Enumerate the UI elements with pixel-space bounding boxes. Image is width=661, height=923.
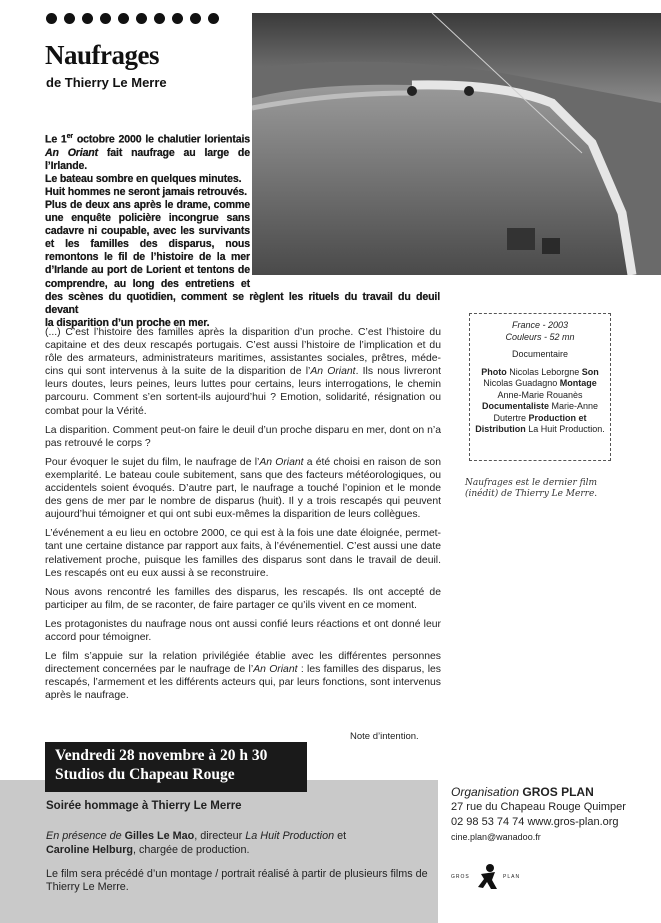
- film-genre: Documentaire: [511, 349, 569, 359]
- screening-banner: [45, 742, 307, 792]
- handwritten-caption: Naufrages est le dernier film (inédit) de Thierry Le Merre.: [465, 478, 598, 499]
- film-format: Couleurs - 52 mn: [505, 331, 575, 342]
- intro-line: comprendre, au long des entretiens et: [45, 277, 250, 290]
- organisation-label: Organisation: [451, 785, 520, 799]
- film-info-box: [469, 313, 611, 461]
- decorative-dot: [100, 13, 111, 24]
- decorative-dot: [190, 13, 201, 24]
- body-paragraph: (...) C’est l’histoire des familles après la disparition d’un proche. C’est l’histoire du capitaine et des deux rescapés portugais. C’est aussi l’histoire de l’implication et du rôle des armateurs, administrateurs maritimes, assistantes sociales, prêtres, méde-cins qui sont intervenus à la suite de la disparition de l’An Oriant. Ils nous livreront leurs doutes, leurs peines, leurs luttes pour certains, leurs interrogations, le chemin parcouru. Comment s’en sortent-ils aujourd’hui ? Emotion, solidarité, résignation ou combat pour la Vérité.: [45, 327, 441, 417]
- intro-line: d’Irlande au port de Lorient et tentons de: [45, 264, 250, 277]
- body-paragraph: La disparition. Comment peut-on faire le deuil d’un proche disparu en mer, dont on n’a pas retrouvé le corps ?: [45, 424, 441, 449]
- decorative-dot: [64, 13, 75, 24]
- montage-text: Le film sera précédé d’un montage / portrait réalisé à partir de plusieurs films de Thierry Le Merre.: [46, 868, 428, 893]
- decorative-dot: [154, 13, 165, 24]
- organisation-name: GROS PLAN: [522, 785, 594, 799]
- decorative-dot: [208, 13, 219, 24]
- decorative-dot: [46, 13, 57, 24]
- body-paragraph: Nous avons rencontré les familles des disparus, les rescapés. Ils ont accepté de participer au film, de se raconter, de faire partager ce qu’ils vivent en ce moment.: [45, 586, 441, 611]
- intro-line: An Oriant fait naufrage au large de: [45, 146, 250, 159]
- intro-synopsis: [45, 130, 440, 330]
- note-signature: Note d’intention.: [350, 731, 419, 742]
- intro-line: remontons le fil de l’histoire de la mer: [45, 251, 250, 264]
- intro-line: la disparition d’un proche en mer.: [45, 316, 210, 329]
- intro-line: Le bateau sombre en quelques minutes.: [45, 172, 242, 185]
- body-paragraph: Les protagonistes du naufrage nous ont aussi confié leurs réactions et ont donné leur accord pour témoigner.: [45, 618, 441, 643]
- organisation-block: [451, 785, 626, 845]
- body-paragraph: Le film s’appuie sur la relation privilégiée établie avec les différentes personnes directement concernées par le naufrage de l’An Oriant : les familles des disparus, les rescapés, l’armement et les différents acteurs qui, par leurs fonctions, sont intervenus après le naufrage.: [45, 651, 441, 702]
- guests-text: En présence de Gilles Le Mao, directeur La Huit Production et Caroline Helburg, chargée de production.: [46, 830, 347, 856]
- intro-line: l’Irlande.: [45, 159, 88, 172]
- film-author: de Thierry Le Merre: [46, 75, 167, 90]
- intro-line: Le 1er octobre 2000 le chalutier lorientais: [45, 133, 250, 146]
- intro-line: cadavre ni coupable, avec les survivants: [45, 225, 250, 238]
- screening-venue: Studios du Chapeau Rouge: [55, 766, 235, 783]
- body-paragraph: L’événement a eu lieu en octobre 2000, ce qui est à la fois une date éloignée, permet-tant une certaine distance par rapport aux faits, à l’événementiel. C’est aussi une date relativement proche, puisque les familles des disparus sont dans le travail de deuil. Les rescapés ont eu eux aussi à se reconstruire.: [45, 528, 441, 579]
- organisation-address: 27 rue du Chapeau Rouge Quimper: [451, 801, 626, 813]
- organisation-phone-web[interactable]: 02 98 53 74 74 www.gros-plan.org: [451, 816, 619, 828]
- hommage-title: Soirée hommage à Thierry Le Merre: [46, 800, 242, 812]
- decorative-dot: [118, 13, 129, 24]
- intro-line: une enquête policière incongrue sans: [45, 212, 250, 225]
- body-paragraph: Pour évoquer le sujet du film, le naufrage de l’An Oriant a été choisi en raison de son exemplarité. Le bateau coule subitement, sans que des facteurs météorologiques, ou accidentels soient évoqués. D’autre part, le naufrage a touché l’opinion et le monde des gens de mer par le nombre de disparus (huit). Il y a trois rescapés qui peuvent aujourd’hui témoigner et qui ont subi eux-mêmes la disparition de leurs collègues.: [45, 456, 441, 521]
- intro-line: des scènes du quotidien, comment se règlent les rituels du travail du deuil devant: [45, 290, 440, 316]
- gros-plan-logo: GROS PLAN: [451, 862, 531, 890]
- intro-line: Plus de deux ans après le drame, comme: [45, 199, 250, 211]
- decorative-dot: [82, 13, 93, 24]
- intention-text: [45, 326, 441, 708]
- screening-date: Vendredi 28 novembre à 20 h 30: [55, 747, 268, 764]
- organisation-email[interactable]: cine.plan@wanadoo.fr: [451, 832, 541, 842]
- film-title: Naufrages: [45, 40, 159, 70]
- film-origin: France - 2003: [511, 320, 569, 330]
- intro-line: Huit hommes ne seront jamais retrouvés.: [45, 185, 247, 198]
- decorative-dot: [136, 13, 147, 24]
- intro-line: et les familles des disparus, nous: [45, 238, 250, 251]
- film-credits: Photo Nicolas Leborgne Son Nicolas Guadagno Montage Anne-Marie Rouanès Documentaliste Marie-Anne Dutertre Production et Distribution La Huit Production.: [475, 366, 605, 434]
- decorative-dot-row: [46, 13, 219, 24]
- decorative-dot: [172, 13, 183, 24]
